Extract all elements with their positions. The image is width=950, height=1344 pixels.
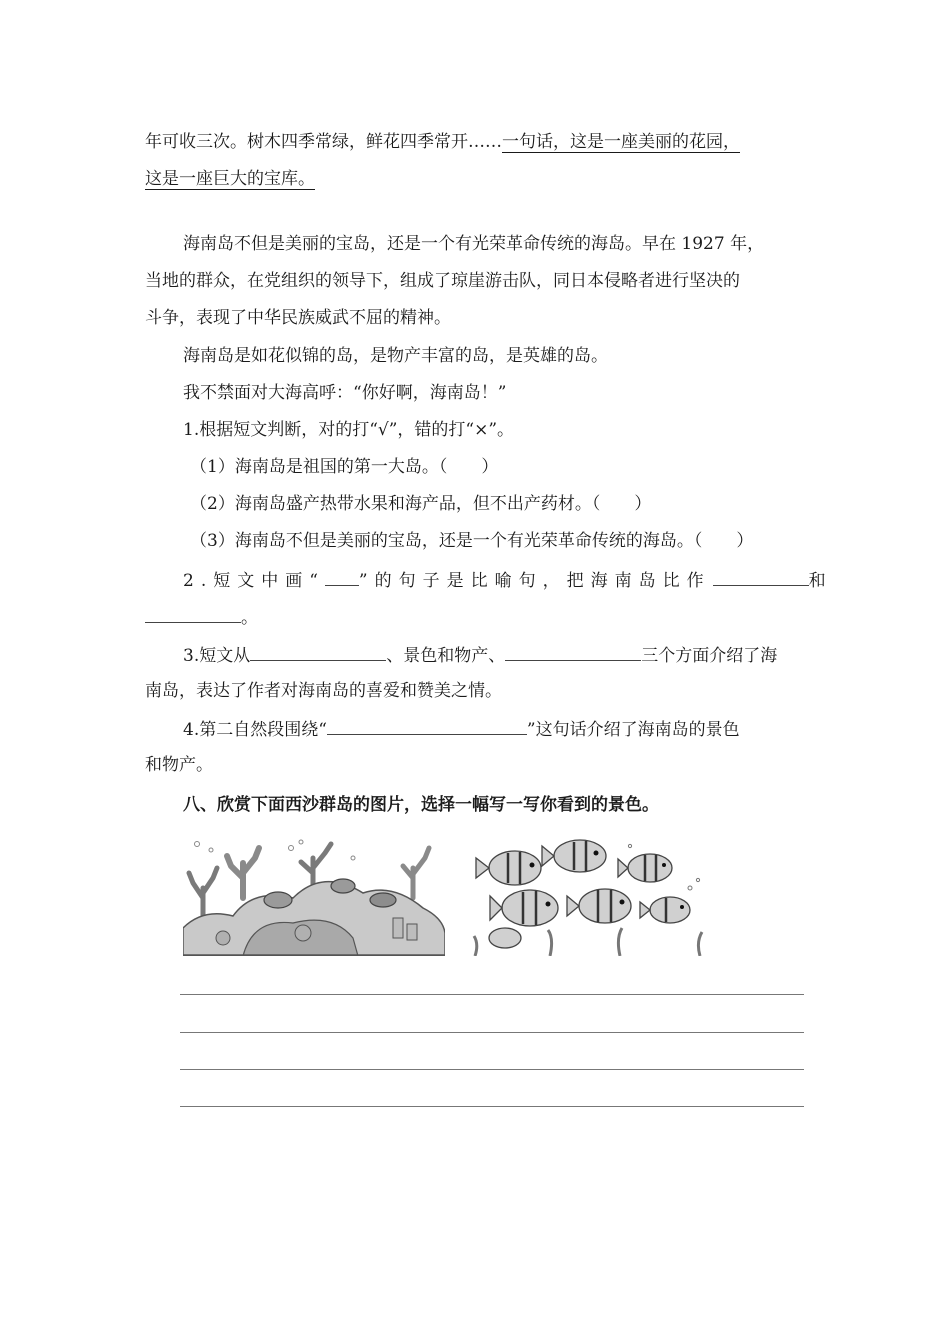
question-2-line2 (145, 604, 810, 630)
passage-line: 当地的群众，在党组织的领导下，组成了琼崖游击队，同日本侵略者进行坚决的 (145, 271, 740, 291)
question-text: 2.短文中画“ (183, 571, 325, 591)
question-1-stem: 1.根据短文判断，对的打“√”，错的打“×”。 (183, 420, 515, 440)
question-1-item-2[interactable]: （2）海南岛盛产热带水果和海产品，但不出产药材。（ ） (190, 494, 652, 514)
tropical-fish-icon (470, 838, 716, 956)
answer-blank[interactable] (327, 716, 527, 735)
question-text: ”的句子是比喻句，把海南岛比作 (358, 571, 711, 591)
question-1-item-1[interactable]: （1）海南岛是祖国的第一大岛。（ ） (190, 457, 499, 477)
coral-reef-illustration[interactable] (183, 838, 445, 956)
question-text: 三个方面介绍了海 (641, 646, 778, 666)
question-text: ”这句话介绍了海南岛的景色 (526, 720, 740, 740)
underlined-sentence: 这是一座巨大的宝库。 (145, 169, 315, 189)
writing-line-1[interactable] (180, 994, 804, 995)
writing-line-2[interactable] (180, 1032, 804, 1033)
underline-marker-blank (325, 567, 359, 586)
question-3-line2: 南岛，表达了作者对海南岛的喜爱和赞美之情。 (145, 681, 502, 701)
question-3 (183, 642, 810, 668)
passage-line (145, 130, 810, 154)
question-4 (183, 716, 810, 742)
answer-blank[interactable] (505, 642, 641, 661)
section-8-heading: 八、欣赏下面西沙群岛的图片，选择一幅写一写你看到的景色。 (183, 795, 659, 815)
passage-line: 我不禁面对大海高呼：“你好啊，海南岛！” (183, 383, 507, 403)
passage-line: 海南岛不但是美丽的宝岛，还是一个有光荣革命传统的海岛。早在 1927 年， (183, 234, 765, 254)
passage-line: 斗争，表现了中华民族威武不屈的精神。 (145, 308, 451, 328)
underlined-sentence: 一句话，这是一座美丽的花园， (502, 132, 740, 152)
question-1-item-3[interactable]: （3）海南岛不但是美丽的宝岛，还是一个有光荣革命传统的海岛。（ ） (190, 531, 754, 551)
answer-blank[interactable] (713, 567, 809, 586)
answer-blank[interactable] (145, 604, 241, 623)
question-2 (183, 567, 833, 593)
question-4-line2: 和物产。 (145, 755, 213, 775)
passage-line: 海南岛是如花似锦的岛，是物产丰富的岛，是英雄的岛。 (183, 346, 608, 366)
writing-line-4[interactable] (180, 1106, 804, 1107)
answer-blank[interactable] (250, 642, 386, 661)
writing-line-3[interactable] (180, 1069, 804, 1070)
question-text: 、景色和物产、 (386, 646, 506, 666)
passage-line (145, 167, 810, 191)
passage-text: 年可收三次。树木四季常绿，鲜花四季常开…… (145, 132, 502, 152)
question-text: 。 (241, 608, 258, 628)
coral-reef-icon (183, 838, 445, 956)
question-text: 4.第二自然段围绕“ (183, 720, 327, 740)
question-text: 和 (808, 571, 833, 591)
tropical-fish-illustration[interactable] (470, 838, 716, 956)
question-text: 3.短文从 (183, 646, 251, 666)
